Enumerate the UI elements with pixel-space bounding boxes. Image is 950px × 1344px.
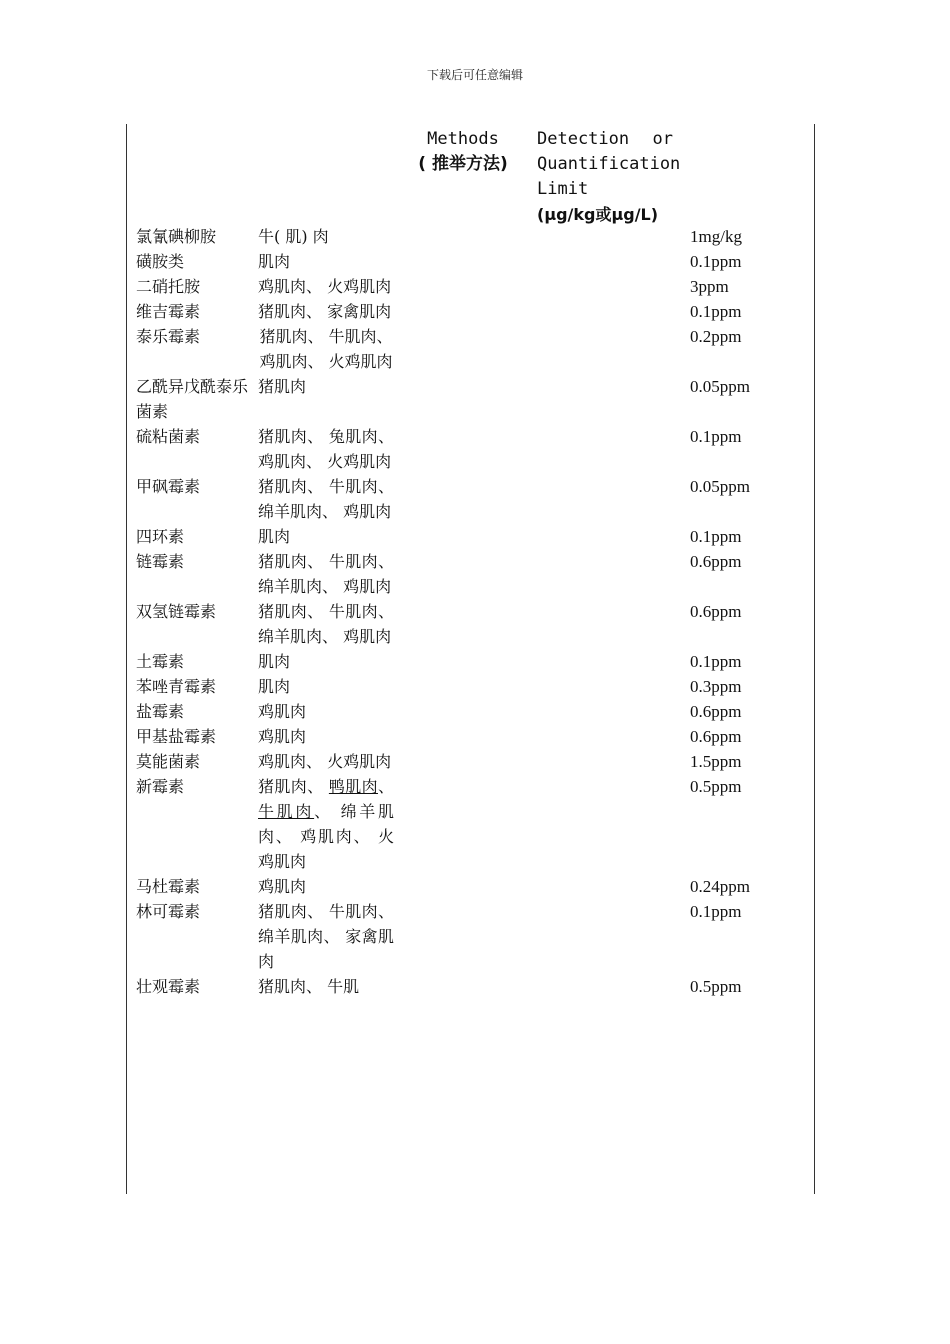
table-row bbox=[136, 249, 796, 274]
table-row bbox=[136, 774, 796, 874]
limit-value: 0.6ppm bbox=[690, 727, 742, 746]
tissue: 肌肉 bbox=[258, 677, 291, 696]
tissue-part: 、 bbox=[377, 777, 394, 796]
table-row bbox=[136, 974, 796, 999]
drug-name: 莫能菌素 bbox=[136, 752, 201, 771]
tissue-part: 猪肌肉、 bbox=[258, 777, 329, 796]
tissue: 猪肌肉、 牛肌肉、 绵羊肌肉、 鸡肌肉 bbox=[258, 602, 394, 646]
drug-name: 维吉霉素 bbox=[136, 302, 201, 321]
tissue: 鸡肌肉、 火鸡肌肉 bbox=[258, 277, 392, 296]
drug-name: 新霉素 bbox=[136, 777, 185, 796]
table-row bbox=[136, 899, 796, 974]
tissue: 肌肉 bbox=[258, 527, 291, 546]
limit-value: 0.24ppm bbox=[690, 877, 750, 896]
table-left-border bbox=[126, 124, 127, 1194]
limit-header-limit: Limit bbox=[537, 179, 589, 199]
drug-name: 链霉素 bbox=[136, 552, 185, 571]
table-row bbox=[136, 474, 796, 524]
limit-value: 0.1ppm bbox=[690, 302, 742, 321]
limit-header-unit: (μg/kg或μg/L) bbox=[537, 205, 659, 224]
limit-value: 3ppm bbox=[690, 277, 729, 296]
tissue: 猪肌肉、 牛肌肉、 绵羊肌肉、 鸡肌肉 bbox=[258, 477, 394, 521]
limit-header-quantification: Quantification bbox=[537, 154, 681, 174]
table-row bbox=[136, 649, 796, 674]
tissue: 猪肌肉、 牛肌肉、 鸡肌肉、 火鸡肌肉 bbox=[259, 327, 393, 371]
tissue: 猪肌肉、 牛肌肉、 绵羊肌肉、 鸡肌肉 bbox=[258, 552, 394, 596]
limit-value: 1.5ppm bbox=[690, 752, 742, 771]
table-row bbox=[136, 324, 796, 374]
table-row bbox=[136, 549, 796, 599]
table-row bbox=[136, 749, 796, 774]
table-row bbox=[136, 374, 796, 424]
tissue: 猪肌肉 bbox=[258, 377, 307, 396]
tissue-part: 、 绵羊肌肉、 鸡肌肉、 火鸡肌肉 bbox=[258, 802, 394, 871]
tissue: 鸡肌肉、 火鸡肌肉 bbox=[258, 752, 392, 771]
methods-header-en: Methods bbox=[427, 129, 499, 149]
table-row bbox=[136, 224, 796, 249]
limit-value: 0.5ppm bbox=[690, 977, 742, 996]
table-row bbox=[136, 299, 796, 324]
table-row bbox=[136, 524, 796, 549]
limit-value: 0.1ppm bbox=[690, 252, 742, 271]
drug-name: 土霉素 bbox=[136, 652, 185, 671]
tissue: 肌肉 bbox=[258, 652, 291, 671]
drug-name: 二硝托胺 bbox=[136, 277, 201, 296]
table-row bbox=[136, 674, 796, 699]
tissue: 肌肉 bbox=[258, 252, 291, 271]
drug-name: 甲砜霉素 bbox=[136, 477, 201, 496]
limit-value: 0.1ppm bbox=[690, 527, 742, 546]
drug-name: 磺胺类 bbox=[136, 252, 185, 271]
drug-name: 氯氰碘柳胺 bbox=[136, 227, 217, 246]
drug-name: 硫粘菌素 bbox=[136, 427, 201, 446]
limit-value: 0.5ppm bbox=[690, 777, 742, 796]
limit-value: 0.1ppm bbox=[690, 427, 742, 446]
limit-value: 0.6ppm bbox=[690, 552, 742, 571]
drug-name: 苯唑青霉素 bbox=[136, 677, 217, 696]
limit-value: 1mg/kg bbox=[690, 227, 742, 246]
drug-name: 乙酰异戊酰泰乐菌素 bbox=[136, 377, 249, 421]
tissue: 鸡肌肉 bbox=[258, 877, 307, 896]
tissue bbox=[258, 774, 394, 874]
tissue: 猪肌肉、 牛肌肉、 绵羊肌肉、 家禽肌肉 bbox=[258, 902, 394, 971]
tissue-part-underlined: 鸭肌肉 bbox=[328, 777, 378, 796]
tissue: 猪肌肉、 牛肌 bbox=[258, 977, 360, 996]
drug-name: 四环素 bbox=[136, 527, 185, 546]
methods-header-cn: ( 推举方法) bbox=[418, 154, 508, 174]
limit-header-or: or bbox=[652, 129, 673, 149]
drug-name: 泰乐霉素 bbox=[136, 327, 201, 346]
limit-value: 0.6ppm bbox=[690, 602, 742, 621]
table-row bbox=[136, 424, 796, 474]
drug-name: 甲基盐霉素 bbox=[136, 727, 217, 746]
table-row bbox=[136, 599, 796, 649]
tissue: 鸡肌肉 bbox=[258, 702, 307, 721]
table-right-border bbox=[814, 124, 815, 1194]
tissue-part-underlined: 牛肌肉 bbox=[258, 802, 315, 821]
drug-name: 林可霉素 bbox=[136, 902, 201, 921]
drug-name: 马杜霉素 bbox=[136, 877, 201, 896]
page-header-note: 下载后可任意编辑 bbox=[426, 68, 523, 82]
table-row bbox=[136, 874, 796, 899]
methods-header bbox=[410, 127, 516, 177]
table-row bbox=[136, 724, 796, 749]
limit-value: 0.1ppm bbox=[690, 902, 742, 921]
drug-name: 盐霉素 bbox=[136, 702, 185, 721]
tissue: 猪肌肉、 兔肌肉、 鸡肌肉、 火鸡肌肉 bbox=[258, 427, 394, 471]
limit-value: 0.05ppm bbox=[690, 477, 750, 496]
drug-name: 壮观霉素 bbox=[136, 977, 201, 996]
limit-header-detection: Detection bbox=[537, 129, 630, 149]
residue-table-body bbox=[136, 224, 796, 999]
table-row bbox=[136, 699, 796, 724]
drug-name: 双氢链霉素 bbox=[136, 602, 217, 621]
limit-value: 0.05ppm bbox=[690, 377, 750, 396]
table-row bbox=[136, 274, 796, 299]
tissue: 牛( 肌) 肉 bbox=[258, 227, 329, 246]
limit-header bbox=[537, 127, 681, 227]
limit-value: 0.3ppm bbox=[690, 677, 742, 696]
limit-value: 0.6ppm bbox=[690, 702, 742, 721]
tissue: 鸡肌肉 bbox=[258, 727, 307, 746]
limit-value: 0.1ppm bbox=[690, 652, 742, 671]
tissue: 猪肌肉、 家禽肌肉 bbox=[258, 302, 392, 321]
limit-value: 0.2ppm bbox=[690, 327, 742, 346]
